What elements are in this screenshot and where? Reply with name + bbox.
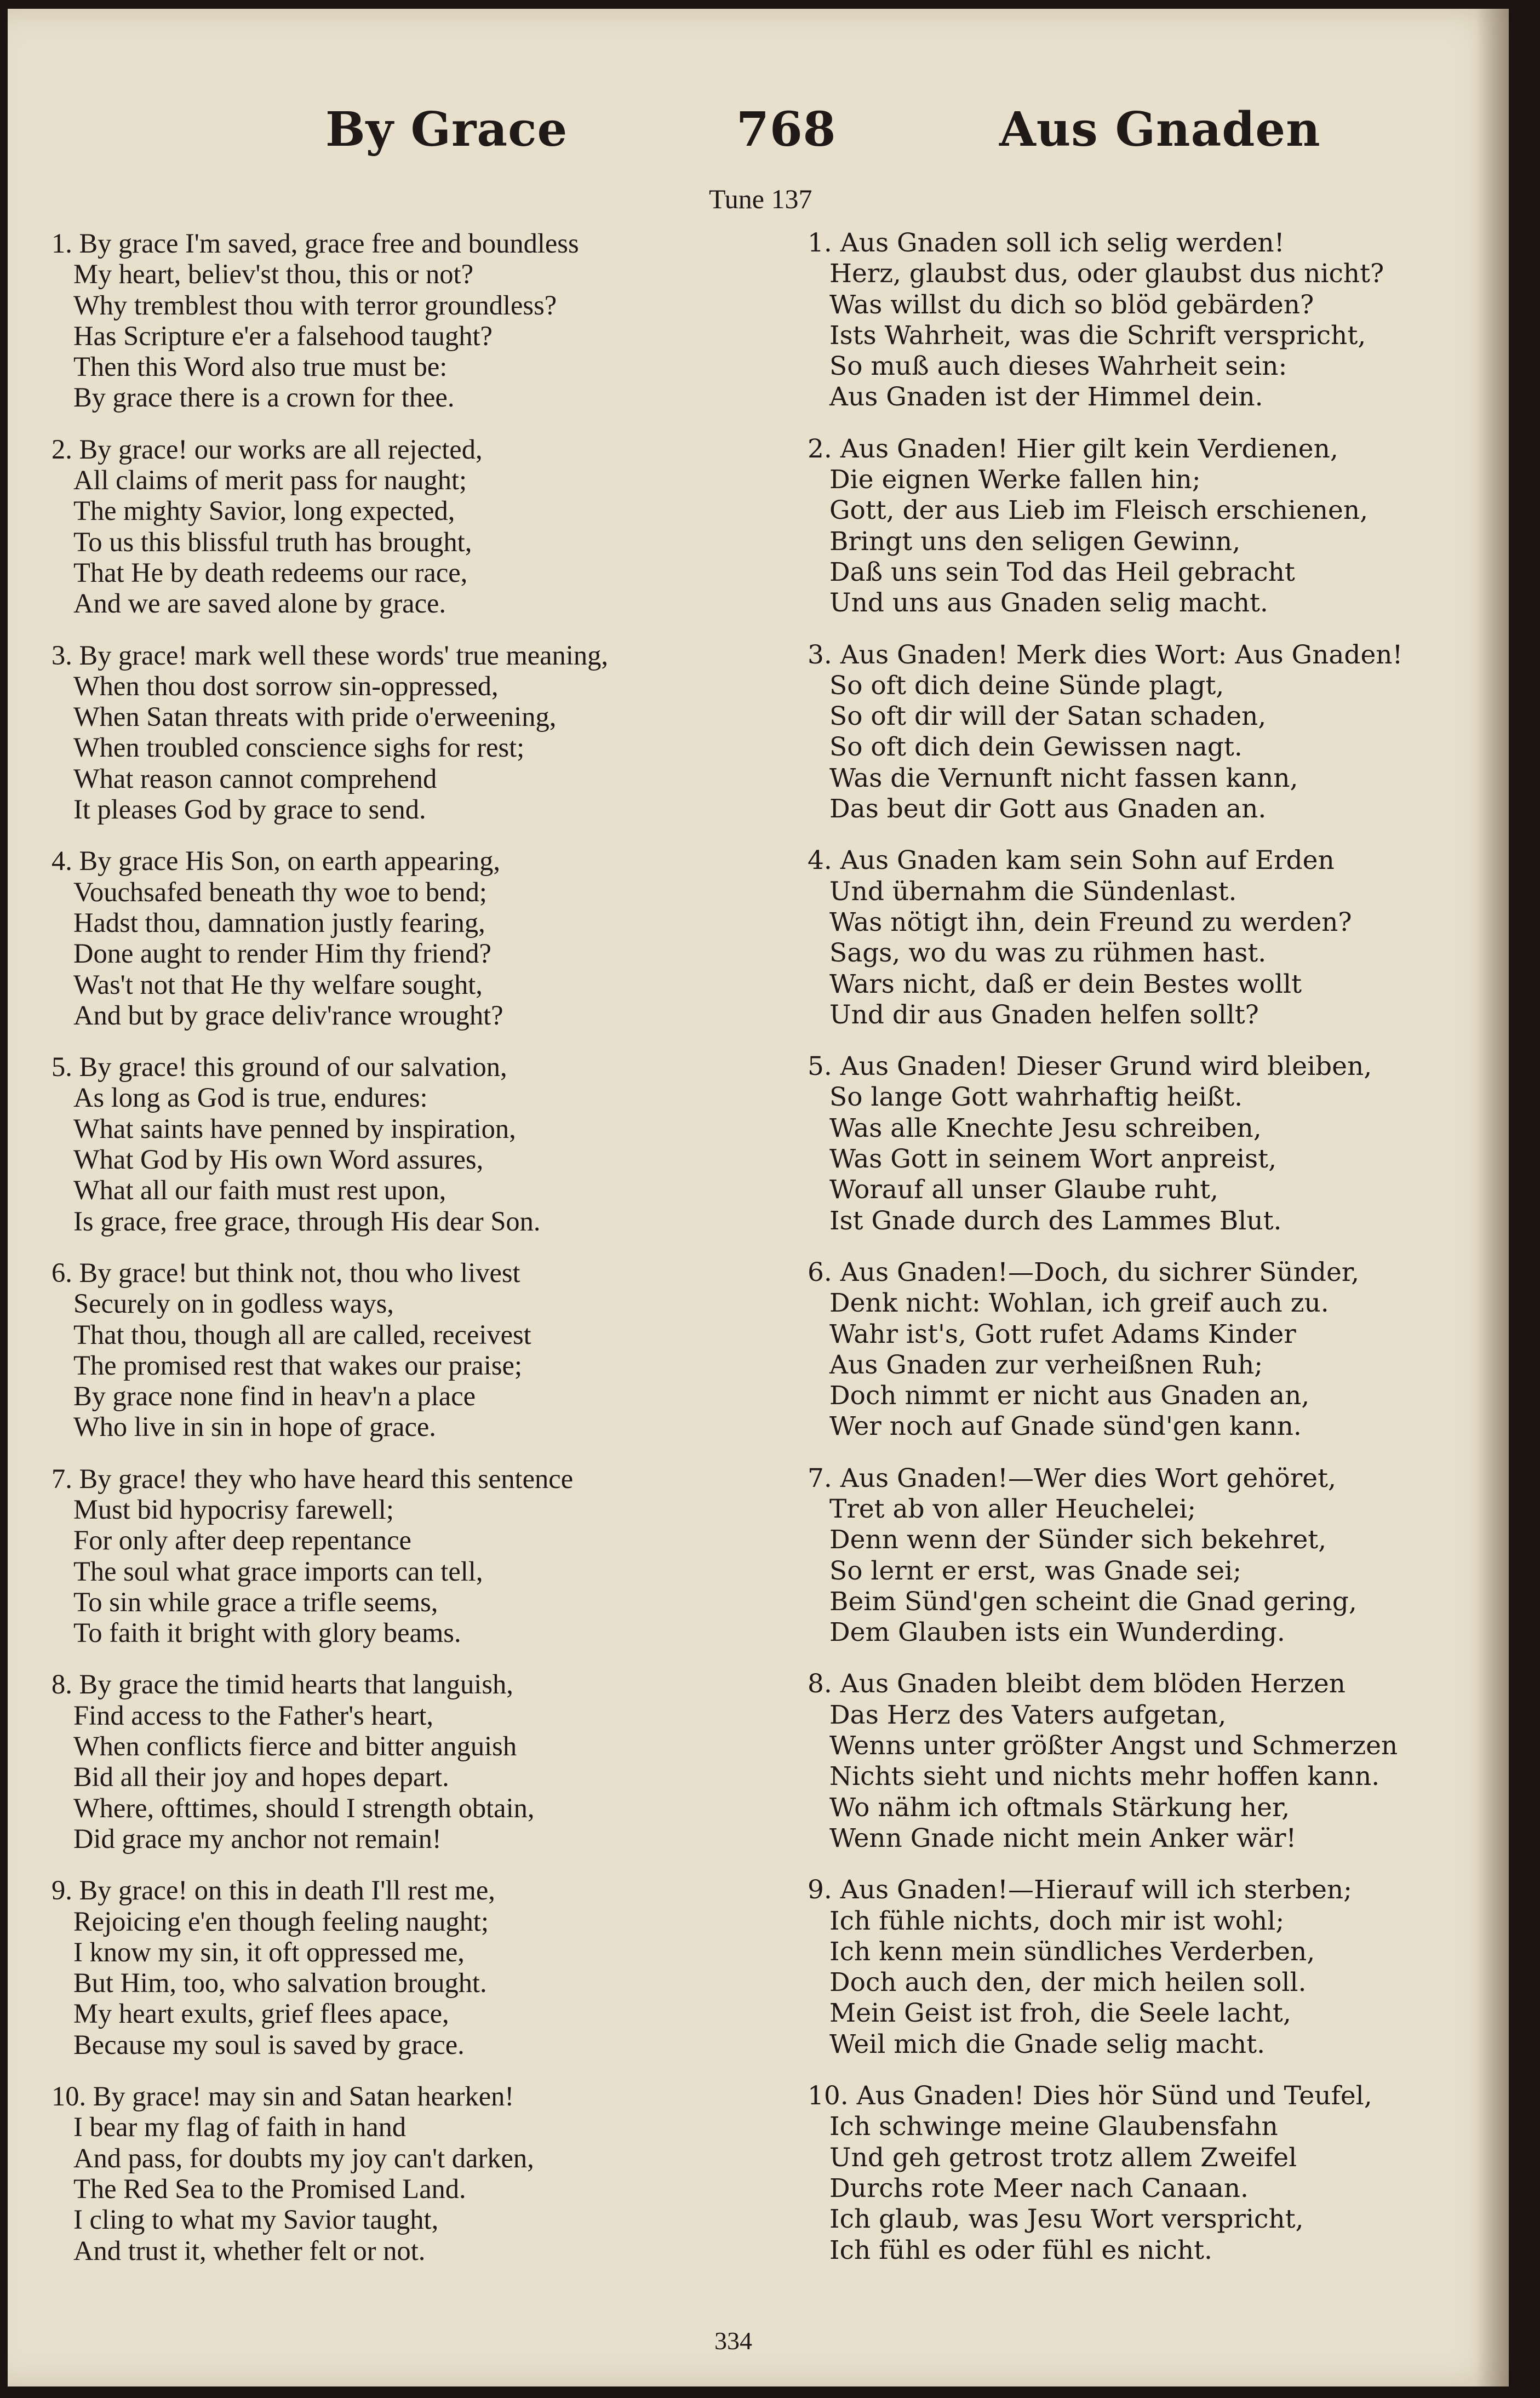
- verse-line: All claims of merit pass for naught;: [73, 465, 467, 496]
- verse-line: Herz, glaubst dus, oder glaubst dus nicht?: [829, 259, 1384, 289]
- verse-line: And trust it, whether felt or not.: [73, 2235, 426, 2266]
- english-verse: [51, 1669, 797, 1854]
- verse-line: 8. By grace the timid hearts that languish,: [51, 1669, 513, 1700]
- english-verse: [51, 1257, 797, 1443]
- verse-line: It pleases God by grace to send.: [73, 794, 426, 825]
- verse-line: So muß auch dieses Wahrheit sein:: [829, 351, 1287, 382]
- verse-line: Und übernahm die Sündenlast.: [829, 876, 1237, 907]
- verse-line: Hadst thou, damnation justly fearing,: [73, 907, 485, 938]
- verse-line: Wenns unter größter Angst und Schmerzen: [829, 1731, 1398, 1761]
- verse-line: 3. By grace! mark well these words' true meaning,: [51, 639, 608, 671]
- german-verse: [808, 1875, 1481, 2060]
- verse-line: Must bid hypocrisy farewell;: [73, 1493, 394, 1525]
- verse-line: What God by His own Word assures,: [73, 1144, 484, 1175]
- verse-line: Weil mich die Gnade selig macht.: [829, 2029, 1266, 2059]
- verse-line: Has Scripture e'er a falsehood taught?: [73, 320, 493, 351]
- verse-line: Is grace, free grace, through His dear Son.: [73, 1205, 541, 1237]
- verse-line: 2. By grace! our works are all rejected,: [51, 433, 483, 465]
- verse-line: Daß uns sein Tod das Heil gebracht: [829, 557, 1295, 587]
- verse-line: When Satan threats with pride o'erweening,: [73, 701, 557, 732]
- verse-line: Done aught to render Him thy friend?: [73, 938, 491, 969]
- german-verse: [808, 1463, 1481, 1649]
- hymnal-page: [8, 9, 1509, 2386]
- verse-line: Und dir aus Gnaden helfen sollt?: [829, 999, 1259, 1030]
- english-verse: [51, 1463, 797, 1649]
- verse-line: 5. Aus Gnaden! Dieser Grund wird bleiben,: [808, 1051, 1372, 1082]
- verse-line: That thou, though all are called, receivest: [73, 1319, 531, 1350]
- verse-line: As long as God is true, endures:: [73, 1082, 428, 1113]
- verse-line: Bringt uns den seligen Gewinn,: [829, 526, 1241, 557]
- verse-line: My heart exults, grief flees apace,: [73, 1998, 449, 2029]
- title-english: By Grace: [325, 102, 568, 157]
- verse-line: Worauf all unser Glaube ruht,: [829, 1175, 1218, 1205]
- verse-line: And pass, for doubts my joy can't darken,: [73, 2142, 534, 2173]
- english-verse: [51, 2081, 797, 2266]
- verse-line: 8. Aus Gnaden bleibt dem blöden Herzen: [808, 1669, 1346, 1699]
- verse-line: And but by grace deliv'rance wrought?: [73, 999, 503, 1031]
- verse-line: Ich kenn mein sündliches Verderben,: [829, 1936, 1315, 1967]
- german-verse: [808, 1051, 1481, 1237]
- verse-line: 10. By grace! may sin and Satan hearken!: [51, 2081, 514, 2112]
- verse-line: 6. By grace! but think not, thou who livest: [51, 1257, 520, 1288]
- german-verse: [808, 434, 1481, 619]
- verse-line: When troubled conscience sighs for rest;: [73, 732, 525, 763]
- verse-line: Securely on in godless ways,: [73, 1288, 394, 1319]
- verse-line: I cling to what my Savior taught,: [73, 2204, 439, 2235]
- verse-line: Die eignen Werke fallen hin;: [829, 465, 1201, 495]
- german-verse: [808, 228, 1481, 413]
- verse-line: 5. By grace! this ground of our salvation,: [51, 1051, 507, 1083]
- verse-line: Wahr ist's, Gott rufet Adams Kinder: [829, 1319, 1296, 1349]
- english-verse: [51, 434, 797, 619]
- german-verses-column: [808, 228, 1481, 2287]
- verse-line: 4. By grace His Son, on earth appearing,: [51, 845, 500, 877]
- verse-line: Ich fühl es oder fühl es nicht.: [829, 2235, 1212, 2265]
- verse-line: Beim Sünd'gen scheint die Gnad gering,: [829, 1586, 1357, 1617]
- verse-line: Rejoicing e'en though feeling naught;: [73, 1905, 489, 1937]
- verse-line: Was alle Knechte Jesu schreiben,: [829, 1113, 1262, 1143]
- verse-line: I bear my flag of faith in hand: [73, 2111, 407, 2143]
- verse-line: So oft dich deine Sünde plagt,: [829, 670, 1224, 701]
- verse-line: Ich fühle nichts, doch mir ist wohl;: [829, 1905, 1285, 1936]
- verse-line: Denn wenn der Sünder sich bekehret,: [829, 1525, 1327, 1555]
- verse-line: 9. By grace! on this in death I'll rest me,: [51, 1875, 495, 1906]
- verse-line: Was willst du dich so blöd gebärden?: [829, 289, 1314, 320]
- verse-line: Wenn Gnade nicht mein Anker wär!: [829, 1823, 1297, 1853]
- verse-line: Wo nähm ich oftmals Stärkung her,: [829, 1792, 1290, 1823]
- verse-line: I know my sin, it oft oppressed me,: [73, 1936, 465, 1967]
- verse-line: Ich schwinge meine Glaubensfahn: [829, 2111, 1278, 2142]
- verse-line: Wars nicht, daß er dein Bestes wollt: [829, 969, 1302, 999]
- verse-line: Find access to the Father's heart,: [73, 1699, 433, 1731]
- verse-line: Wer noch auf Gnade sünd'gen kann.: [829, 1411, 1302, 1442]
- verse-line: Das Herz des Vaters aufgetan,: [829, 1699, 1227, 1730]
- verse-line: Tret ab von aller Heuchelei;: [829, 1493, 1196, 1524]
- verse-line: Gott, der aus Lieb im Fleisch erschienen,: [829, 495, 1369, 526]
- verse-line: Aus Gnaden zur verheißnen Ruh;: [829, 1349, 1263, 1380]
- verse-line: So oft dich dein Gewissen nagt.: [829, 732, 1243, 763]
- verse-line: So oft dir will der Satan schaden,: [829, 701, 1267, 732]
- verse-line: Aus Gnaden ist der Himmel dein.: [829, 382, 1263, 413]
- german-verse: [808, 845, 1481, 1031]
- verse-line: My heart, believ'st thou, this or not?: [73, 259, 474, 290]
- english-verse: [51, 1051, 797, 1237]
- verse-line: 3. Aus Gnaden! Merk dies Wort: Aus Gnaden!: [808, 639, 1403, 670]
- verse-line: The mighty Savior, long expected,: [73, 495, 455, 526]
- verse-line: Doch nimmt er nicht aus Gnaden an,: [829, 1381, 1310, 1411]
- verse-line: Was die Vernunft nicht fassen kann,: [829, 763, 1298, 793]
- verse-line: Und geh getrost trotz allem Zweifel: [829, 2142, 1297, 2173]
- english-verse: [51, 845, 797, 1031]
- verse-line: Sags, wo du was zu rühmen hast.: [829, 938, 1267, 969]
- verse-line: Why tremblest thou with terror groundless?: [73, 289, 557, 321]
- verse-line: Denk nicht: Wohlan, ich greif auch zu.: [829, 1288, 1329, 1319]
- verse-line: Where, ofttimes, should I strength obtain,: [73, 1792, 535, 1823]
- verse-line: That He by death redeems our race,: [73, 557, 468, 588]
- verse-line: Das beut dir Gott aus Gnaden an.: [829, 794, 1267, 825]
- verse-line: 9. Aus Gnaden!—Hierauf will ich sterben;: [808, 1875, 1352, 1905]
- verse-line: Because my soul is saved by grace.: [73, 2029, 465, 2060]
- verse-line: To faith it bright with glory beams.: [73, 1617, 461, 1649]
- verse-line: Vouchsafed beneath thy woe to bend;: [73, 876, 487, 907]
- english-verse: [51, 640, 797, 825]
- verse-line: 7. By grace! they who have heard this sentence: [51, 1463, 574, 1494]
- german-verse: [808, 1257, 1481, 1443]
- verse-line: 7. Aus Gnaden!—Wer dies Wort gehöret,: [808, 1463, 1336, 1493]
- english-verses-column: [51, 228, 797, 2287]
- verse-line: And we are saved alone by grace.: [73, 588, 446, 619]
- verse-line: So lernt er erst, was Gnade sei;: [829, 1555, 1242, 1586]
- verse-line: Doch auch den, der mich heilen soll.: [829, 1967, 1307, 1998]
- verse-line: The soul what grace imports can tell,: [73, 1555, 483, 1587]
- verse-line: Und uns aus Gnaden selig macht.: [829, 588, 1268, 619]
- verse-line: By grace there is a crown for thee.: [73, 382, 455, 413]
- verse-line: 2. Aus Gnaden! Hier gilt kein Verdienen,: [808, 433, 1338, 464]
- verse-line: Bid all their joy and hopes depart.: [73, 1761, 449, 1793]
- verse-line: 1. By grace I'm saved, grace free and boundless: [51, 228, 579, 259]
- verse-line: 6. Aus Gnaden!—Doch, du sichrer Sünder,: [808, 1257, 1360, 1287]
- tune-label: Tune 137: [709, 184, 812, 214]
- verse-line: Durchs rote Meer nach Canaan.: [829, 2173, 1249, 2204]
- verse-line: 10. Aus Gnaden! Dies hör Sünd und Teufel,: [808, 2081, 1372, 2111]
- verse-line: The Red Sea to the Promised Land.: [73, 2173, 466, 2204]
- title-german: Aus Gnaden: [999, 102, 1321, 157]
- verse-line: Ists Wahrheit, was die Schrift verspricht,: [829, 320, 1366, 351]
- verse-line: But Him, too, who salvation brought.: [73, 1967, 487, 1999]
- verse-line: When conflicts fierce and bitter anguish: [73, 1731, 517, 1762]
- german-verse: [808, 1669, 1481, 1854]
- verse-line: To us this blissful truth has brought,: [73, 526, 472, 557]
- verse-line: Was Gott in seinem Wort anpreist,: [829, 1144, 1277, 1175]
- verse-line: What saints have penned by inspiration,: [73, 1113, 516, 1144]
- verse-line: Dem Glauben ists ein Wunderding.: [829, 1617, 1285, 1648]
- verse-line: For only after deep repentance: [73, 1525, 411, 1556]
- german-verse: [808, 640, 1481, 825]
- verse-line: Ich glaub, was Jesu Wort verspricht,: [829, 2204, 1304, 2235]
- verse-line: Nichts sieht und nichts mehr hoffen kann.: [829, 1761, 1380, 1792]
- verse-line: What all our faith must rest upon,: [73, 1175, 446, 1206]
- german-verse: [808, 2081, 1481, 2266]
- verse-line: 1. Aus Gnaden soll ich selig werden!: [808, 228, 1285, 258]
- verse-line: So lange Gott wahrhaftig heißt.: [829, 1082, 1243, 1113]
- hymn-number: 768: [736, 102, 837, 157]
- verse-line: Mein Geist ist froh, die Seele lacht,: [829, 1998, 1291, 2029]
- verse-line: By grace none find in heav'n a place: [73, 1381, 476, 1412]
- verse-line: Was nötigt ihn, dein Freund zu werden?: [829, 907, 1352, 937]
- verse-line: To sin while grace a trifle seems,: [73, 1586, 438, 1617]
- verse-line: Who live in sin in hope of grace.: [73, 1411, 436, 1443]
- english-verse: [51, 228, 797, 413]
- verse-line: The promised rest that wakes our praise;: [73, 1349, 522, 1381]
- verse-line: 4. Aus Gnaden kam sein Sohn auf Erden: [808, 845, 1335, 876]
- verse-line: When thou dost sorrow sin-oppressed,: [73, 670, 499, 701]
- verse-line: Then this Word also true must be:: [73, 351, 448, 382]
- page-number: 334: [714, 2327, 752, 2355]
- verse-line: Ist Gnade durch des Lammes Blut.: [829, 1205, 1282, 1236]
- verse-line: Did grace my anchor not remain!: [73, 1823, 442, 1854]
- verse-line: Was't not that He thy welfare sought,: [73, 969, 483, 1000]
- english-verse: [51, 1875, 797, 2060]
- verse-line: What reason cannot comprehend: [73, 763, 437, 794]
